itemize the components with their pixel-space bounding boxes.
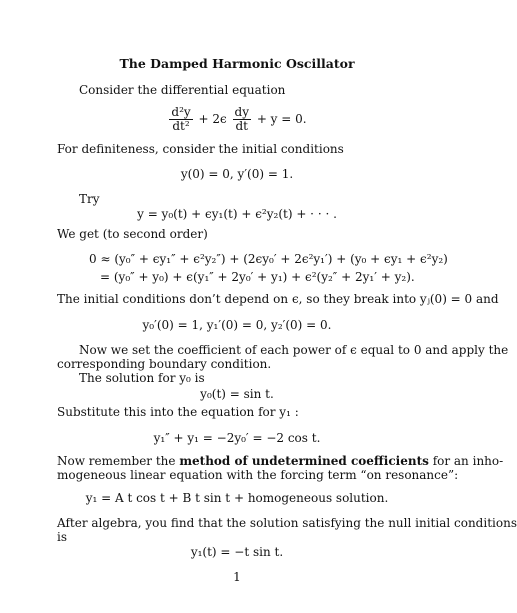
fraction-denominator: dt bbox=[235, 119, 249, 133]
equation-trial-series: y = y₀(t) + ϵy₁(t) + ϵ²y₂(t) + · · · . bbox=[137, 207, 337, 221]
equation-ode-tail: + y = 0. bbox=[253, 112, 307, 126]
fraction-numerator: d²y bbox=[171, 105, 191, 119]
paragraph-initial-conditions: For definiteness, consider the initial conditions bbox=[57, 142, 344, 156]
page-number: 1 bbox=[233, 570, 241, 584]
equation-y1-form: y₁ = A t cos t + B t sin t + homogeneous solution. bbox=[85, 491, 389, 505]
paragraph-try: Try bbox=[79, 192, 100, 206]
equation-initial-conditions-split: y₀′(0) = 1, y₁′(0) = 0, y₂′(0) = 0. bbox=[142, 318, 332, 332]
equation-y0-solution: y₀(t) = sin t. bbox=[200, 387, 274, 401]
fraction-denominator: dt² bbox=[172, 119, 190, 133]
fraction-first-derivative bbox=[233, 106, 251, 133]
text-run: Now remember the bbox=[57, 454, 180, 468]
equation-expansion-line-1: 0 ≈ (y₀″ + ϵy₁″ + ϵ²y₂″) + (2ϵy₀′ + 2ϵ²y₁′) + (y₀ + ϵy₁ + ϵ²y₂) bbox=[89, 252, 448, 266]
paragraph-set-coefficients-2: corresponding boundary condition. bbox=[57, 357, 272, 371]
paragraph-substitute: Substitute this into the equation for y₁ : bbox=[57, 405, 299, 419]
equation-ode-middle: + 2ϵ bbox=[194, 112, 231, 126]
paragraph-solution-y0: The solution for y₀ is bbox=[79, 371, 205, 385]
equation-initial-conditions: y(0) = 0, y′(0) = 1. bbox=[180, 167, 294, 181]
equation-ode bbox=[0, 106, 474, 133]
equation-expansion-line-2: = (y₀″ + y₀) + ϵ(y₁″ + 2y₀′ + y₁) + ϵ²(y₂″ + 2y₁′ + y₂). bbox=[100, 270, 415, 284]
paragraph-undetermined-coefficients-2: mogeneous linear equation with the forcing term “on resonance”: bbox=[57, 468, 459, 482]
text-run: for an inho- bbox=[428, 454, 504, 468]
paragraph-consider-ode: Consider the differential equation bbox=[79, 83, 286, 97]
equation-y1: y₁″ + y₁ = −2y₀′ = −2 cos t. bbox=[153, 431, 321, 445]
equation-y1-solution: y₁(t) = −t sin t. bbox=[190, 545, 284, 559]
paragraph-after-algebra-1: After algebra, you find that the solution satisfying the null initial conditions bbox=[57, 516, 517, 530]
fraction-second-derivative bbox=[169, 106, 192, 133]
page-title: The Damped Harmonic Oscillator bbox=[119, 56, 355, 71]
paragraph-after-algebra-2: is bbox=[57, 530, 67, 544]
paragraph-set-coefficients-1: Now we set the coefficient of each power of ϵ equal to 0 and apply the bbox=[79, 343, 509, 357]
bold-term: method of undetermined coefficients bbox=[179, 454, 429, 468]
paragraph-second-order: We get (to second order) bbox=[57, 227, 208, 241]
paragraph-initial-conditions-split: The initial conditions don’t depend on ϵ, so they break into yⱼ(0) = 0 and bbox=[57, 292, 499, 306]
fraction-numerator: dy bbox=[234, 105, 249, 119]
paragraph-undetermined-coefficients bbox=[57, 454, 503, 468]
